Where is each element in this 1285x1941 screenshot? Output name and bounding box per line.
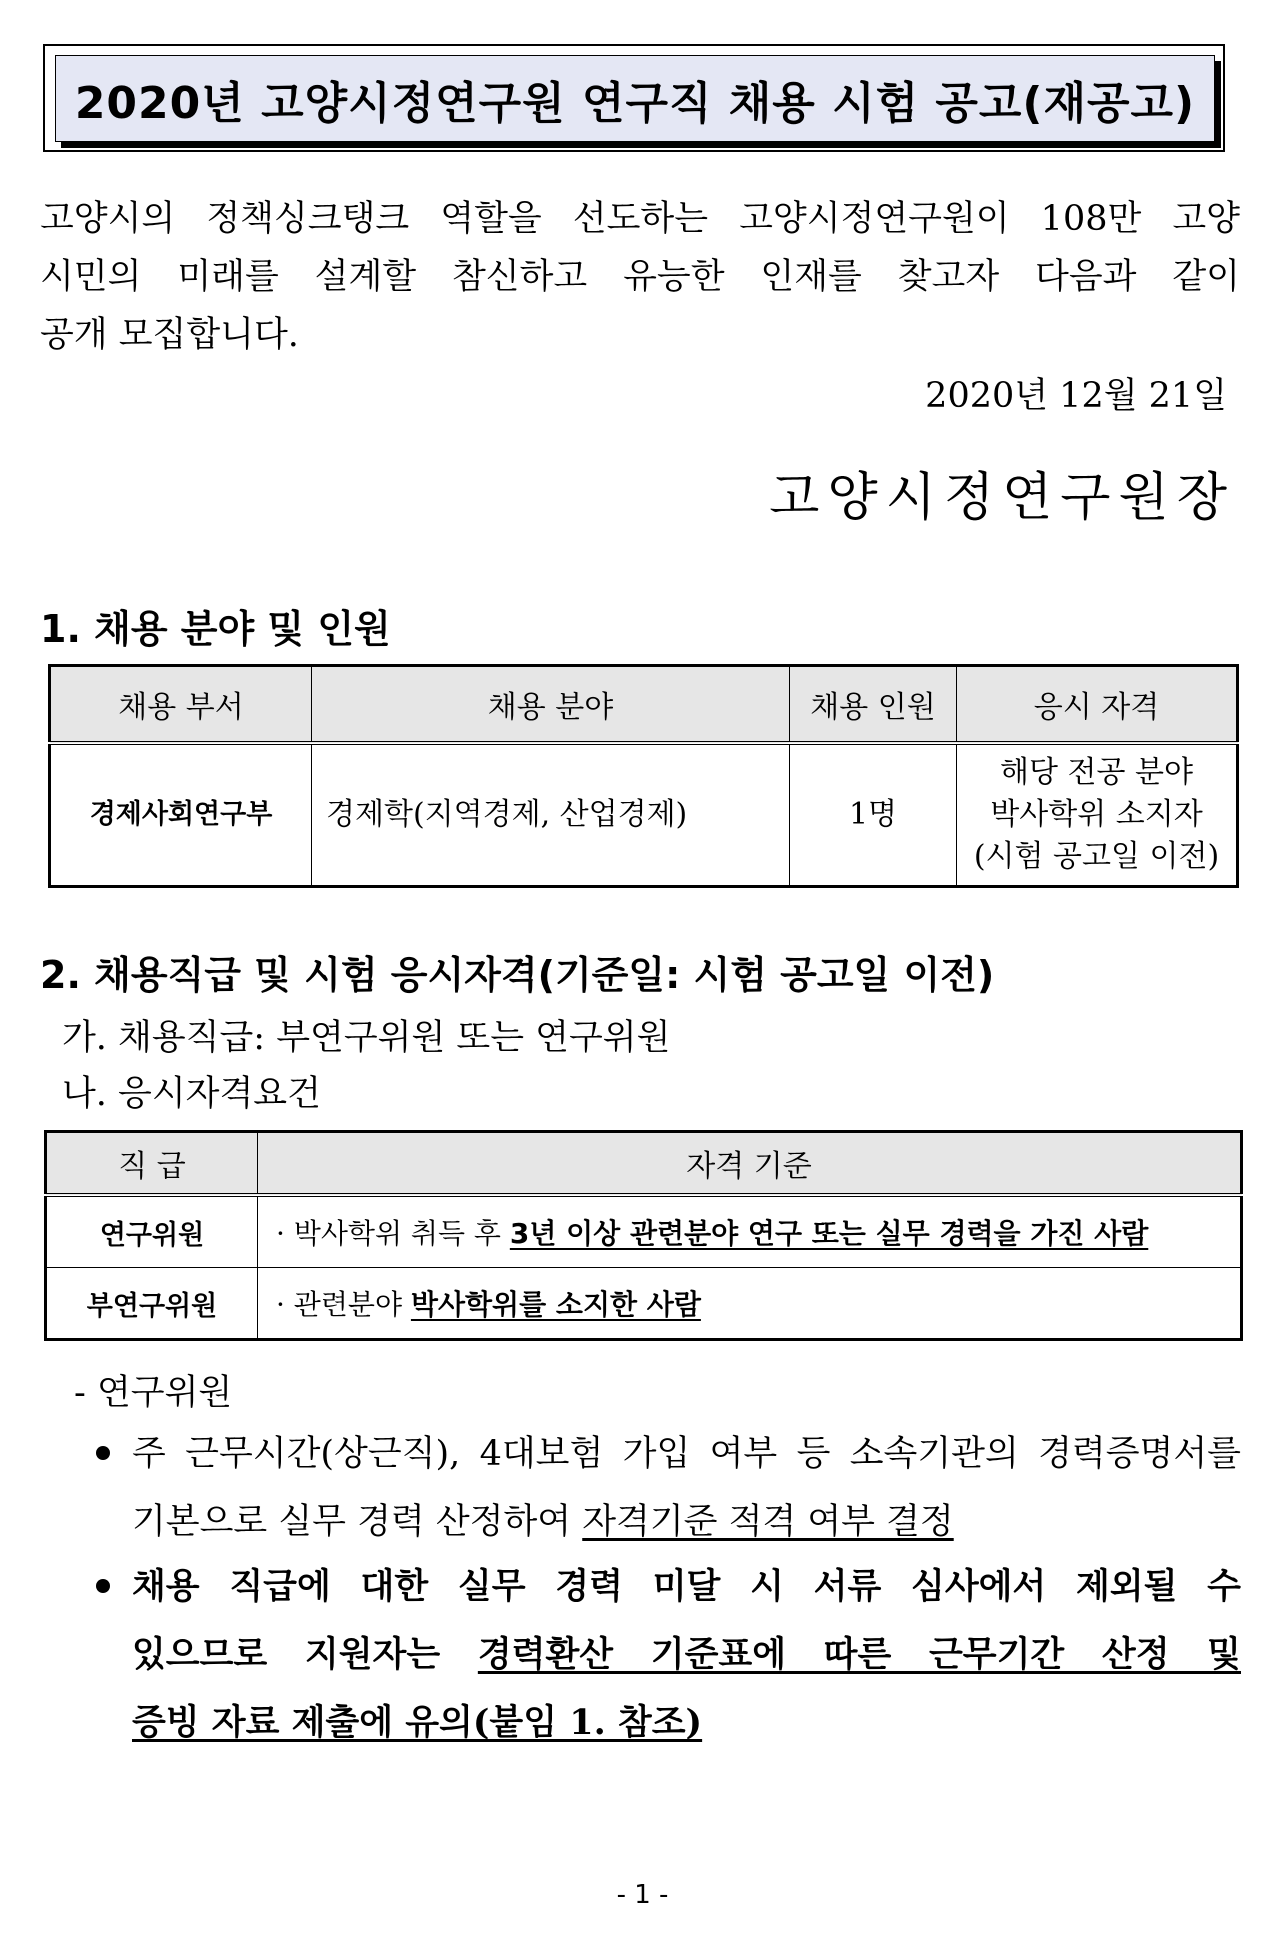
- qualification-table: [44, 1130, 1243, 1341]
- table-row: [46, 1268, 1242, 1340]
- announcement-date: 2020년 12월 21일: [925, 376, 1227, 416]
- sub-item-na: 나. 응시자격요건: [62, 1074, 321, 1114]
- title-banner: [55, 55, 1215, 142]
- header-criteria: 자격 기준: [258, 1132, 1242, 1196]
- page-number: - 1 -: [616, 1880, 669, 1910]
- table-row: [50, 743, 1238, 887]
- bullet-dot-icon: [96, 1446, 110, 1460]
- header-field: 채용 분야: [312, 666, 790, 744]
- bullet-1-line-1: 주 근무시간(상근직), 4대보험 가입 여부 등 소속기관의 경력증명서를: [132, 1434, 1241, 1474]
- section-2-heading: 2. 채용직급 및 시험 응시자격(기준일: 시험 공고일 이전): [40, 953, 995, 997]
- bullet-2-line-3-text: 증빙 자료 제출에 유의(붙임 1. 참조): [132, 1702, 703, 1743]
- dash-item-researcher: - 연구위원: [74, 1373, 233, 1413]
- recruitment-table: [48, 664, 1239, 888]
- bullet-2-emphasis: 경력환산 기준표에 따른 근무기간 산정 및: [477, 1634, 1241, 1675]
- cell-rank: 연구위원: [46, 1195, 258, 1268]
- page-title: 2020년 고양시정연구원 연구직 채용 시험 공고(재공고): [74, 77, 1196, 129]
- qualification-line: 해당 전공 분야: [1000, 755, 1193, 790]
- intro-line-2: 시민의 미래를 설계할 참신하고 유능한 인재를 찾고자 다음과 같이: [40, 257, 1240, 297]
- section-1-heading: 1. 채용 분야 및 인원: [40, 607, 391, 651]
- intro-line-1: 고양시의 정책싱크탱크 역할을 선도하는 고양시정연구원이 108만 고양: [40, 199, 1240, 239]
- signer-title: 고양시정연구원장: [769, 468, 1235, 528]
- criteria-prefix: · 박사학위 취득 후: [276, 1217, 510, 1250]
- bullet-2-line-1: 채용 직급에 대한 실무 경력 미달 시 서류 심사에서 제외될 수: [132, 1566, 1241, 1607]
- header-qualification: 응시 자격: [957, 666, 1238, 744]
- cell-field: 경제학(지역경제, 산업경제): [312, 743, 790, 887]
- intro-paragraph: [40, 190, 1240, 364]
- bullet-dot-icon: [96, 1579, 110, 1593]
- criteria-emphasis: 3년 이상 관련분야 연구 또는 실무 경력을 가진 사람: [509, 1217, 1149, 1250]
- bullet-1-line-2: [132, 1488, 1241, 1556]
- recruitment-table-header: [50, 666, 1238, 744]
- header-count: 채용 인원: [790, 666, 957, 744]
- cell-count: 1명: [790, 743, 957, 887]
- header-department: 채용 부서: [50, 666, 312, 744]
- bullet-2-line-2: [132, 1621, 1241, 1689]
- criteria-emphasis: 박사학위를 소지한 사람: [410, 1288, 701, 1321]
- qualification-table-header: [46, 1132, 1242, 1196]
- title-box: [43, 44, 1225, 152]
- cell-qualification: [957, 743, 1238, 887]
- cell-rank: 부연구위원: [46, 1268, 258, 1340]
- qualification-line: (시험 공고일 이전): [973, 839, 1220, 874]
- bullet-2-prefix: 있으므로 지원자는: [132, 1634, 478, 1675]
- bullet-item-2: [96, 1553, 1241, 1757]
- cell-criteria: [258, 1268, 1242, 1340]
- bullet-1-prefix: 기본으로 실무 경력 산정하여: [132, 1502, 583, 1542]
- table-row: [46, 1195, 1242, 1268]
- intro-line-3: 공개 모집합니다.: [40, 315, 299, 355]
- criteria-prefix: · 관련분야: [276, 1288, 411, 1321]
- bullet-2-line-3: [132, 1689, 1241, 1757]
- cell-criteria: [258, 1195, 1242, 1268]
- bullet-1-emphasis: 자격기준 적격 여부 결정: [582, 1502, 954, 1542]
- qualification-line: 박사학위 소지자: [990, 797, 1203, 832]
- sub-item-ga: 가. 채용직급: 부연구위원 또는 연구위원: [62, 1018, 671, 1058]
- cell-department: 경제사회연구부: [50, 743, 312, 887]
- header-rank: 직 급: [46, 1132, 258, 1196]
- bullet-item-1: [96, 1420, 1241, 1556]
